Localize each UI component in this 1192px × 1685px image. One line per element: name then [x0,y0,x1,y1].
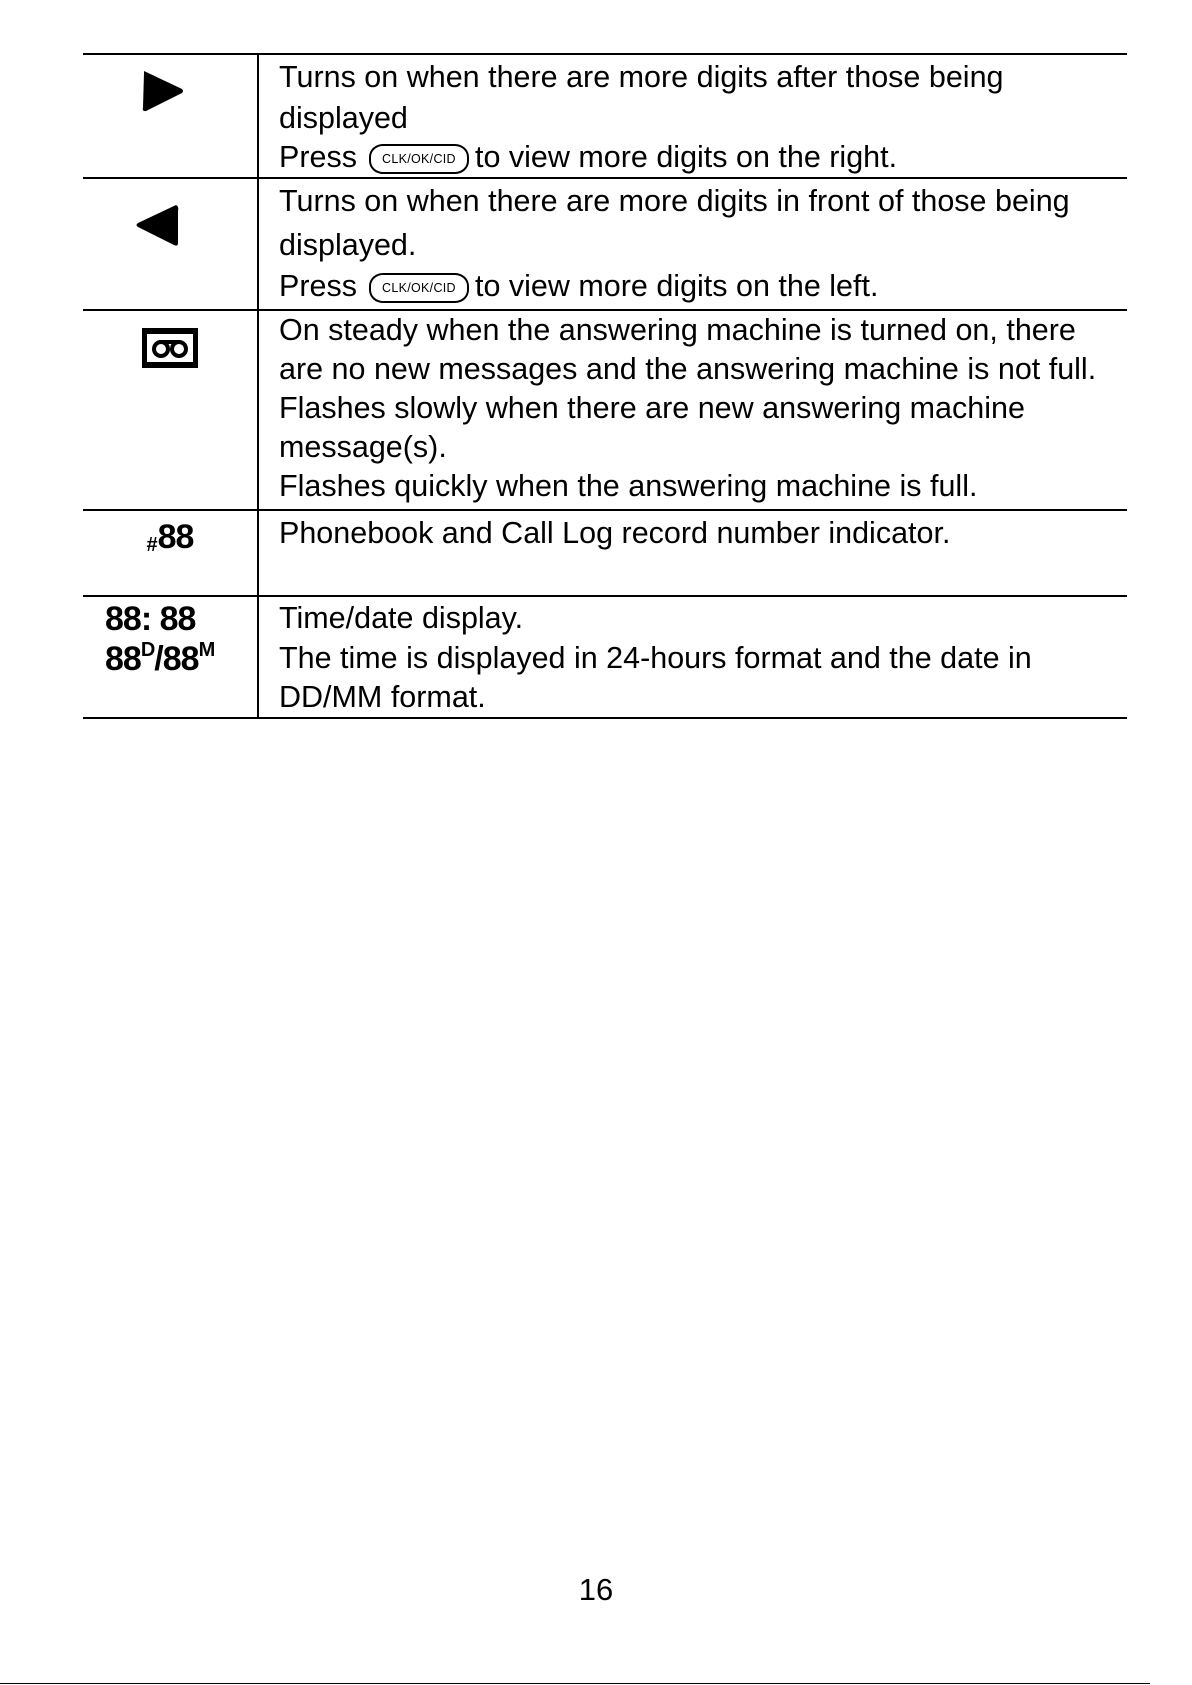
record-number-indicator [147,517,194,565]
description-line: DD/MM format. [279,680,486,714]
description-line: Phonebook and Call Log record number indicator. [279,516,951,550]
description-line: are no new messages and the answering machine is not full. [279,352,1097,386]
table-row [83,510,1127,596]
icon-cell [83,596,258,718]
day-digits: 88 [105,640,141,678]
icon-cell [83,54,258,178]
table-row [83,178,1127,310]
bottom-rule [0,1683,1150,1684]
description-line: Turns on when there are more digits after those being [279,60,1004,94]
description-cell [258,178,1127,310]
description-cell [258,310,1127,510]
icon-cell [83,510,258,596]
clk-ok-cid-key-icon: CLK/OK/CID [369,144,469,174]
table-row [83,310,1127,510]
day-label: D [140,639,155,661]
time-date-indicator [83,597,257,679]
description-line: On steady when the answering machine is turned on, there [279,313,1076,347]
press-suffix: to view more digits on the left. [474,269,879,303]
icon-cell [83,310,258,510]
press-suffix: to view more digits on the right. [474,140,898,174]
time-digits: 88: 88 [105,600,196,638]
left-arrow-icon [132,199,182,249]
date-separator: / [154,640,163,678]
display-icons-table [83,53,1127,719]
press-instruction [279,267,1123,306]
description-cell [258,510,1127,596]
description-cell [258,596,1127,718]
right-arrow-icon [138,65,188,115]
table-row [83,54,1127,178]
description-line: Time/date display. [279,601,524,635]
description-line: The time is displayed in 24-hours format and the date in [279,641,1032,675]
clk-ok-cid-key-icon: CLK/OK/CID [369,273,469,303]
table-row [83,596,1127,718]
press-label: Press [279,140,357,174]
description-line: Flashes quickly when the answering machine is full. [279,469,978,503]
month-label: M [198,639,215,661]
press-label: Press [279,269,357,303]
icon-cell [83,178,258,310]
description-line: displayed. [279,228,417,262]
description-cell [258,54,1127,178]
description-line: Turns on when there are more digits in front of those being [279,184,1070,218]
description-line: displayed [279,101,408,135]
record-digits: 88 [157,518,194,556]
answering-machine-tape-icon [141,327,199,369]
hash-symbol: # [146,534,157,556]
page-number: 16 [578,1572,614,1607]
month-digits: 88 [162,640,199,678]
description-line: Flashes slowly when there are new answering machine [279,391,1025,425]
description-line: message(s). [279,430,447,464]
date-digits [105,639,257,679]
press-instruction [279,138,1123,177]
